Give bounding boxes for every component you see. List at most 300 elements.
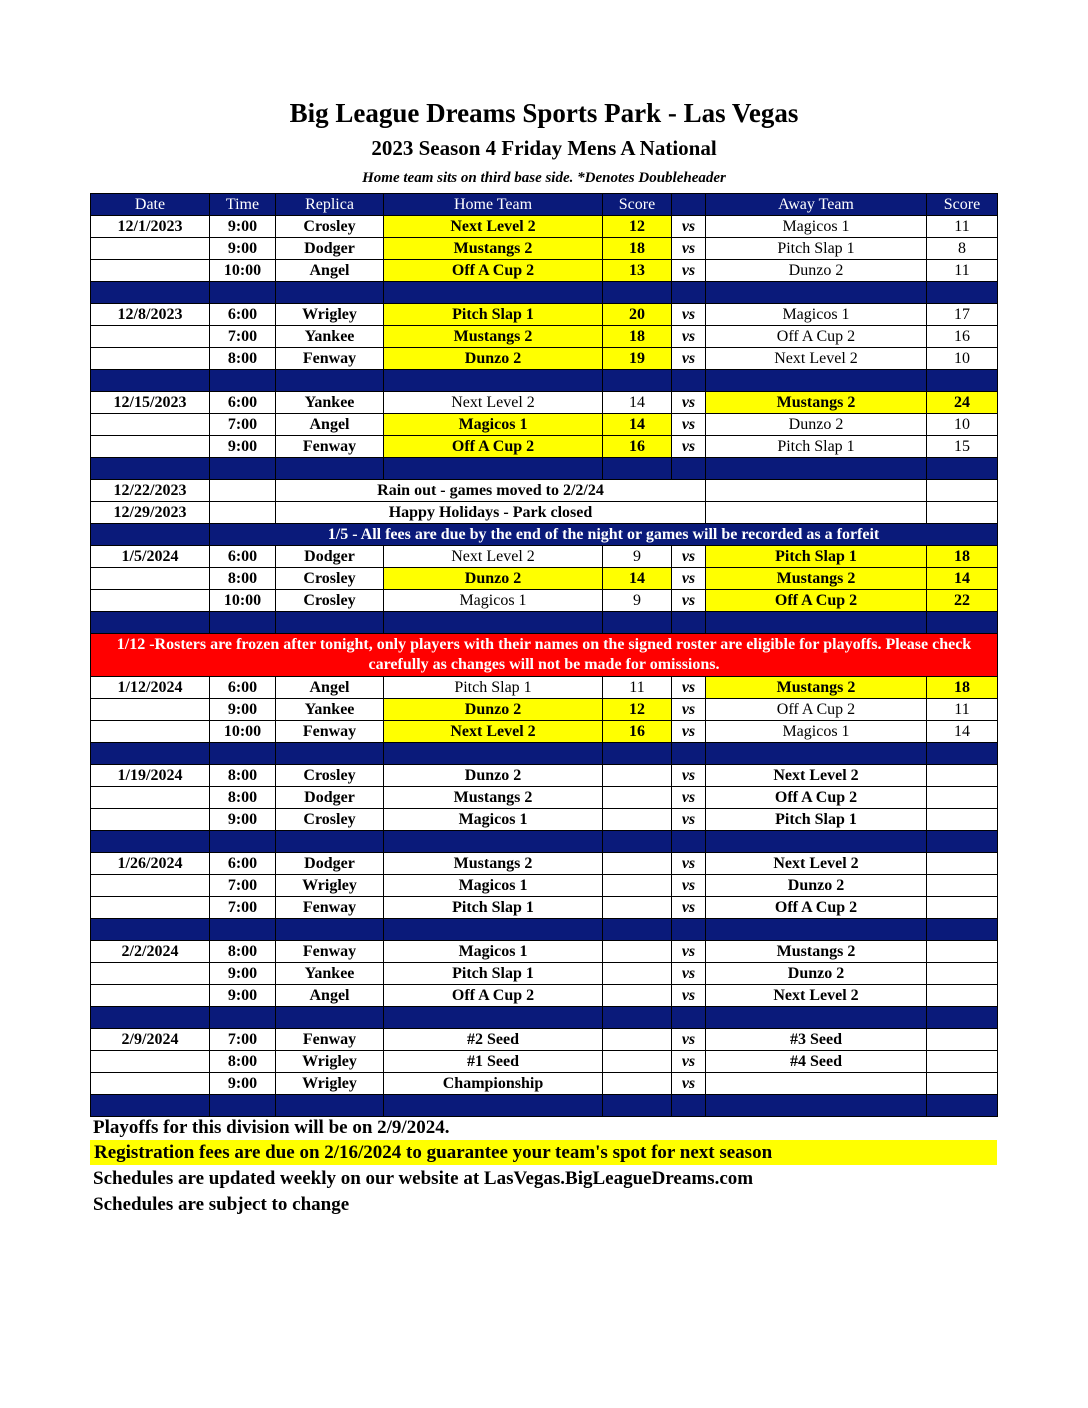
separator-cell	[384, 1095, 603, 1117]
away-team: Next Level 2	[706, 348, 927, 370]
separator-cell	[276, 282, 384, 304]
game-time: 7:00	[210, 1029, 276, 1051]
game-time: 6:00	[210, 392, 276, 414]
game-time: 10:00	[210, 590, 276, 612]
separator-cell	[927, 458, 998, 480]
vs-label: vs	[672, 941, 706, 963]
footer-registration: Registration fees are due on 2/16/2024 to guarantee your team's spot for next season	[90, 1140, 997, 1165]
separator-cell	[672, 919, 706, 941]
away-score: 14	[927, 721, 998, 743]
home-score: 14	[603, 568, 672, 590]
away-team	[706, 480, 927, 502]
home-score: 20	[603, 304, 672, 326]
separator-cell	[603, 1007, 672, 1029]
away-team: Next Level 2	[706, 853, 927, 875]
away-score	[927, 502, 998, 524]
away-score: 11	[927, 260, 998, 282]
away-score: 11	[927, 216, 998, 238]
separator-cell	[672, 282, 706, 304]
game-date	[91, 436, 210, 458]
home-score	[603, 765, 672, 787]
separator-cell	[672, 370, 706, 392]
away-team: Magicos 1	[706, 721, 927, 743]
game-replica: Fenway	[276, 1029, 384, 1051]
home-team: Off A Cup 2	[384, 260, 603, 282]
game-replica: Crosley	[276, 216, 384, 238]
separator-cell	[927, 370, 998, 392]
vs-label: vs	[672, 436, 706, 458]
separator-cell	[672, 612, 706, 634]
game-replica: Dodger	[276, 238, 384, 260]
separator-cell	[210, 612, 276, 634]
notice-text: 1/5 - All fees are due by the end of the night or games will be recorded as a forfeit	[210, 524, 998, 546]
separator-cell	[927, 282, 998, 304]
separator-cell	[384, 1007, 603, 1029]
away-score: 8	[927, 238, 998, 260]
game-date: 1/12/2024	[91, 677, 210, 699]
header-home-score: Score	[603, 194, 672, 216]
away-score: 17	[927, 304, 998, 326]
game-row	[91, 963, 998, 985]
game-time	[210, 502, 276, 524]
game-time: 9:00	[210, 436, 276, 458]
home-score: 13	[603, 260, 672, 282]
away-score	[927, 787, 998, 809]
separator-cell	[91, 831, 210, 853]
game-date	[91, 326, 210, 348]
separator-row	[91, 370, 998, 392]
home-score: 18	[603, 326, 672, 348]
away-team: Dunzo 2	[706, 875, 927, 897]
separator-cell	[603, 1095, 672, 1117]
separator-row	[91, 1095, 998, 1117]
home-team: Next Level 2	[384, 546, 603, 568]
away-team: Magicos 1	[706, 216, 927, 238]
game-replica: Angel	[276, 985, 384, 1007]
game-date	[91, 699, 210, 721]
separator-cell	[927, 1095, 998, 1117]
away-score: 14	[927, 568, 998, 590]
home-team: Pitch Slap 1	[384, 897, 603, 919]
separator-cell	[91, 743, 210, 765]
away-score	[927, 480, 998, 502]
away-score: 15	[927, 436, 998, 458]
home-score	[603, 963, 672, 985]
home-team: Dunzo 2	[384, 765, 603, 787]
home-team: Dunzo 2	[384, 568, 603, 590]
away-score	[927, 897, 998, 919]
game-replica: Yankee	[276, 963, 384, 985]
separator-cell	[210, 919, 276, 941]
separator-cell	[927, 919, 998, 941]
home-team: Mustangs 2	[384, 787, 603, 809]
separator-row	[91, 458, 998, 480]
game-replica: Angel	[276, 677, 384, 699]
game-replica: Wrigley	[276, 1073, 384, 1095]
home-team: Magicos 1	[384, 414, 603, 436]
away-team: #3 Seed	[706, 1029, 927, 1051]
game-row	[91, 787, 998, 809]
away-score: 10	[927, 348, 998, 370]
game-date: 2/2/2024	[91, 941, 210, 963]
game-time: 7:00	[210, 414, 276, 436]
home-score	[603, 897, 672, 919]
game-time: 9:00	[210, 809, 276, 831]
away-score	[927, 875, 998, 897]
game-row	[91, 677, 998, 699]
game-time: 10:00	[210, 260, 276, 282]
away-score	[927, 1051, 998, 1073]
away-team: Mustangs 2	[706, 392, 927, 414]
separator-cell	[927, 1007, 998, 1029]
home-team: Next Level 2	[384, 392, 603, 414]
home-score: 9	[603, 546, 672, 568]
separator-cell	[603, 370, 672, 392]
home-team: Next Level 2	[384, 216, 603, 238]
vs-label: vs	[672, 348, 706, 370]
game-row	[91, 414, 998, 436]
vs-label: vs	[672, 216, 706, 238]
game-date: 12/15/2023	[91, 392, 210, 414]
home-team: Off A Cup 2	[384, 436, 603, 458]
separator-cell	[603, 743, 672, 765]
game-date	[91, 414, 210, 436]
game-time: 6:00	[210, 677, 276, 699]
vs-label: vs	[672, 699, 706, 721]
header-date: Date	[91, 194, 210, 216]
message-row	[91, 502, 998, 524]
separator-cell	[706, 1095, 927, 1117]
game-row	[91, 699, 998, 721]
home-score: 14	[603, 392, 672, 414]
away-score	[927, 941, 998, 963]
home-team: #2 Seed	[384, 1029, 603, 1051]
separator-cell	[91, 458, 210, 480]
away-team: Off A Cup 2	[706, 897, 927, 919]
game-date	[91, 590, 210, 612]
away-team: Mustangs 2	[706, 677, 927, 699]
away-team: Dunzo 2	[706, 963, 927, 985]
game-row	[91, 875, 998, 897]
game-row	[91, 1029, 998, 1051]
vs-label: vs	[672, 590, 706, 612]
notice-blank-cell	[91, 524, 210, 546]
separator-cell	[706, 370, 927, 392]
header-away-score: Score	[927, 194, 998, 216]
away-team: Off A Cup 2	[706, 590, 927, 612]
separator-cell	[603, 831, 672, 853]
away-team: Pitch Slap 1	[706, 436, 927, 458]
separator-row	[91, 1007, 998, 1029]
game-date	[91, 348, 210, 370]
home-score: 16	[603, 721, 672, 743]
away-score: 16	[927, 326, 998, 348]
separator-cell	[276, 1095, 384, 1117]
away-team: Dunzo 2	[706, 414, 927, 436]
game-replica: Angel	[276, 260, 384, 282]
away-team: Pitch Slap 1	[706, 546, 927, 568]
away-score	[927, 765, 998, 787]
vs-label: vs	[672, 414, 706, 436]
game-row	[91, 853, 998, 875]
separator-cell	[384, 612, 603, 634]
away-score	[927, 1029, 998, 1051]
separator-cell	[672, 458, 706, 480]
away-team: Pitch Slap 1	[706, 238, 927, 260]
roster-alert-text: 1/12 -Rosters are frozen after tonight, only players with their names on the signed roster are eligible for playoffs. Please check carefully as changes will not be made for omissions.	[91, 634, 998, 677]
game-replica: Dodger	[276, 853, 384, 875]
separator-cell	[210, 831, 276, 853]
game-row	[91, 897, 998, 919]
game-time: 8:00	[210, 765, 276, 787]
vs-label: vs	[672, 809, 706, 831]
table-header-row	[91, 194, 998, 216]
away-score: 22	[927, 590, 998, 612]
game-replica: Yankee	[276, 699, 384, 721]
separator-cell	[384, 919, 603, 941]
separator-cell	[384, 743, 603, 765]
separator-cell	[91, 919, 210, 941]
separator-cell	[276, 743, 384, 765]
game-row	[91, 590, 998, 612]
game-replica: Crosley	[276, 809, 384, 831]
vs-label: vs	[672, 238, 706, 260]
game-replica: Fenway	[276, 897, 384, 919]
game-row	[91, 809, 998, 831]
message-text: Happy Holidays - Park closed	[276, 502, 706, 524]
separator-cell	[672, 831, 706, 853]
home-score: 11	[603, 677, 672, 699]
vs-label: vs	[672, 853, 706, 875]
home-team: Pitch Slap 1	[384, 677, 603, 699]
game-time: 8:00	[210, 787, 276, 809]
game-row	[91, 546, 998, 568]
away-score: 24	[927, 392, 998, 414]
game-time: 7:00	[210, 875, 276, 897]
game-time: 6:00	[210, 304, 276, 326]
separator-cell	[91, 1007, 210, 1029]
game-date: 12/1/2023	[91, 216, 210, 238]
game-replica: Fenway	[276, 721, 384, 743]
header-home-team: Home Team	[384, 194, 603, 216]
home-score	[603, 853, 672, 875]
home-team: Dunzo 2	[384, 348, 603, 370]
vs-label: vs	[672, 897, 706, 919]
game-date	[91, 985, 210, 1007]
separator-cell	[927, 743, 998, 765]
game-time: 10:00	[210, 721, 276, 743]
away-score	[927, 853, 998, 875]
separator-cell	[276, 612, 384, 634]
game-row	[91, 568, 998, 590]
game-row	[91, 392, 998, 414]
game-time: 8:00	[210, 941, 276, 963]
game-date	[91, 963, 210, 985]
home-team: Mustangs 2	[384, 326, 603, 348]
game-date	[91, 875, 210, 897]
separator-cell	[91, 1095, 210, 1117]
game-replica: Dodger	[276, 546, 384, 568]
game-date	[91, 897, 210, 919]
separator-cell	[672, 1007, 706, 1029]
game-row	[91, 941, 998, 963]
vs-label: vs	[672, 875, 706, 897]
game-replica: Dodger	[276, 787, 384, 809]
vs-label: vs	[672, 1029, 706, 1051]
separator-row	[91, 831, 998, 853]
away-score	[927, 1073, 998, 1095]
separator-cell	[91, 370, 210, 392]
separator-cell	[210, 1007, 276, 1029]
footer-playoffs: Playoffs for this division will be on 2/9/2024.	[93, 1117, 450, 1138]
header-away-team: Away Team	[706, 194, 927, 216]
away-team: Off A Cup 2	[706, 699, 927, 721]
game-date	[91, 568, 210, 590]
separator-cell	[276, 458, 384, 480]
away-team: #4 Seed	[706, 1051, 927, 1073]
schedule-table	[90, 193, 998, 1117]
page-subtitle: 2023 Season 4 Friday Mens A National	[371, 136, 717, 160]
game-replica: Wrigley	[276, 875, 384, 897]
message-text: Rain out - games moved to 2/2/24	[276, 480, 706, 502]
home-team: Next Level 2	[384, 721, 603, 743]
game-time: 8:00	[210, 1051, 276, 1073]
home-score	[603, 787, 672, 809]
home-score: 18	[603, 238, 672, 260]
separator-cell	[91, 282, 210, 304]
separator-cell	[276, 919, 384, 941]
game-time: 9:00	[210, 985, 276, 1007]
game-row	[91, 985, 998, 1007]
header-replica: Replica	[276, 194, 384, 216]
game-date	[91, 260, 210, 282]
home-team: #1 Seed	[384, 1051, 603, 1073]
home-score: 14	[603, 414, 672, 436]
separator-cell	[927, 612, 998, 634]
home-team: Magicos 1	[384, 941, 603, 963]
away-team	[706, 502, 927, 524]
home-score	[603, 809, 672, 831]
away-score: 11	[927, 699, 998, 721]
away-team: Mustangs 2	[706, 568, 927, 590]
game-replica: Angel	[276, 414, 384, 436]
home-score	[603, 1029, 672, 1051]
vs-label: vs	[672, 304, 706, 326]
separator-cell	[210, 1095, 276, 1117]
game-replica: Wrigley	[276, 1051, 384, 1073]
game-time: 9:00	[210, 1073, 276, 1095]
away-team	[706, 1073, 927, 1095]
game-row	[91, 348, 998, 370]
separator-cell	[706, 919, 927, 941]
separator-cell	[706, 458, 927, 480]
separator-cell	[603, 282, 672, 304]
separator-row	[91, 612, 998, 634]
separator-cell	[706, 743, 927, 765]
game-replica: Crosley	[276, 765, 384, 787]
game-replica: Crosley	[276, 590, 384, 612]
away-team: Mustangs 2	[706, 941, 927, 963]
game-date	[91, 238, 210, 260]
game-replica: Fenway	[276, 941, 384, 963]
away-score: 10	[927, 414, 998, 436]
game-row	[91, 721, 998, 743]
vs-label: vs	[672, 765, 706, 787]
home-team: Magicos 1	[384, 875, 603, 897]
game-time: 6:00	[210, 546, 276, 568]
away-team: Magicos 1	[706, 304, 927, 326]
away-score	[927, 985, 998, 1007]
home-score: 12	[603, 216, 672, 238]
vs-label: vs	[672, 260, 706, 282]
game-replica: Crosley	[276, 568, 384, 590]
home-team: Magicos 1	[384, 809, 603, 831]
vs-label: vs	[672, 787, 706, 809]
away-score	[927, 809, 998, 831]
game-row	[91, 1051, 998, 1073]
game-date: 12/8/2023	[91, 304, 210, 326]
separator-cell	[672, 743, 706, 765]
game-row	[91, 216, 998, 238]
home-team: Pitch Slap 1	[384, 963, 603, 985]
roster-alert-row	[91, 634, 998, 677]
home-team: Off A Cup 2	[384, 985, 603, 1007]
separator-cell	[706, 282, 927, 304]
separator-cell	[384, 370, 603, 392]
game-replica: Fenway	[276, 436, 384, 458]
away-score	[927, 963, 998, 985]
separator-cell	[603, 612, 672, 634]
home-score	[603, 1051, 672, 1073]
fee-notice-row	[91, 524, 998, 546]
home-team: Magicos 1	[384, 590, 603, 612]
separator-cell	[706, 1007, 927, 1029]
game-time: 8:00	[210, 348, 276, 370]
game-time: 9:00	[210, 963, 276, 985]
message-row	[91, 480, 998, 502]
home-score	[603, 875, 672, 897]
away-team: Dunzo 2	[706, 260, 927, 282]
home-score	[603, 941, 672, 963]
separator-row	[91, 743, 998, 765]
game-replica: Wrigley	[276, 304, 384, 326]
away-score: 18	[927, 546, 998, 568]
home-team: Mustangs 2	[384, 853, 603, 875]
vs-label: vs	[672, 1073, 706, 1095]
game-time: 9:00	[210, 216, 276, 238]
vs-label: vs	[672, 963, 706, 985]
away-team: Next Level 2	[706, 765, 927, 787]
game-row	[91, 765, 998, 787]
separator-cell	[706, 831, 927, 853]
game-replica: Yankee	[276, 326, 384, 348]
page-note: Home team sits on third base side. *Denotes Doubleheader	[362, 170, 726, 186]
home-team: Mustangs 2	[384, 238, 603, 260]
separator-row	[91, 282, 998, 304]
home-score: 16	[603, 436, 672, 458]
header-time: Time	[210, 194, 276, 216]
game-date: 1/5/2024	[91, 546, 210, 568]
separator-cell	[210, 370, 276, 392]
vs-label: vs	[672, 677, 706, 699]
game-time: 7:00	[210, 326, 276, 348]
separator-cell	[672, 1095, 706, 1117]
separator-cell	[91, 612, 210, 634]
game-replica: Fenway	[276, 348, 384, 370]
game-date	[91, 787, 210, 809]
game-date: 2/9/2024	[91, 1029, 210, 1051]
away-score: 18	[927, 677, 998, 699]
